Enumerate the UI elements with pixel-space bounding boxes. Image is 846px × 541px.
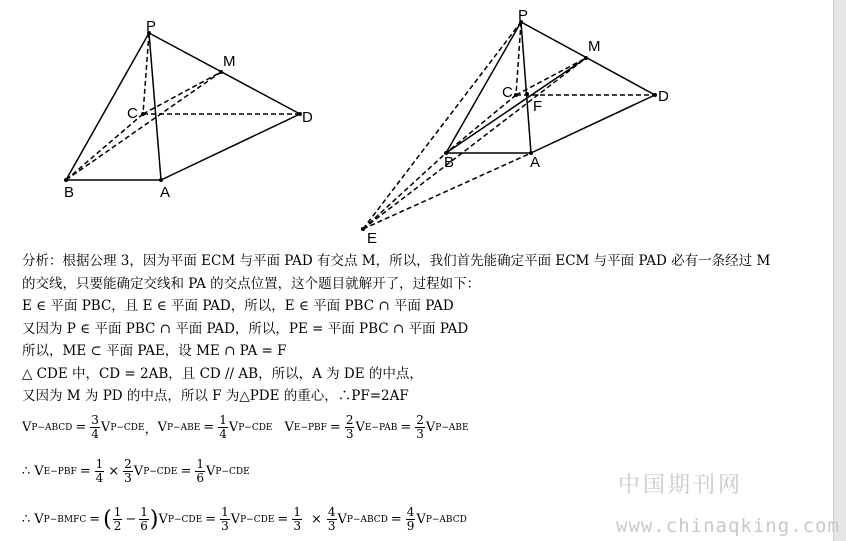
label-p-right: P: [518, 7, 529, 24]
fraction: $\frac{1}{6}$: [140, 505, 148, 533]
formula-3: ∴ V P−BMFC = ( $\frac{1}{2}$ − $\frac{1}{6}$ ) V P−CDE = $\frac{1}{3}$ V P−CDE = $\frac{1}{3}$ × $\frac{4}{3}$ V P−ABCD = $\frac{4}{9}$ V P−ABCD: [22, 505, 467, 533]
fraction: $\frac{1}{6}$: [196, 457, 205, 485]
analysis-line-3: E ∈ 平面 PBC，且 E ∈ 平面 PAD，所以，E ∈ 平面 PBC ∩ 平面 PAD: [22, 298, 454, 314]
label-c-right: C: [502, 84, 513, 101]
fraction: $\frac{4}{9}$: [406, 505, 415, 533]
label-e-right: E: [367, 230, 378, 247]
label-b-left: B: [64, 184, 75, 201]
fraction: $\frac{2}{3}$: [345, 413, 354, 441]
label-d-right: D: [658, 88, 669, 105]
fraction: $\frac{1}{4}$: [95, 457, 104, 485]
fraction: $\frac{1}{4}$: [219, 413, 227, 441]
label-f-right: F: [533, 98, 543, 115]
analysis-line-4: 又因为 P ∈ 平面 PBC ∩ 平面 PAD，所以，PE = 平面 PBC ∩ 平面 PAD: [22, 320, 469, 337]
analysis-line-1: 分析：根据公理 3，因为平面 ECM 与平面 PAD 有交点 M，所以，我们首先能确定平面 ECM 与平面 PAD 必有一条经过 M: [22, 253, 771, 269]
fraction: $\frac{4}{3}$: [327, 505, 336, 533]
fraction: $\frac{1}{3}$: [221, 505, 229, 533]
figure-left: [66, 33, 300, 180]
geometry-figures: [0, 0, 846, 250]
fraction: $\frac{2}{3}$: [124, 457, 132, 485]
fraction: $\frac{1}{3}$: [293, 505, 301, 533]
fraction: $\frac{2}{3}$: [416, 413, 424, 441]
fraction: $\frac{1}{2}$: [113, 505, 122, 533]
label-m-left: M: [223, 53, 236, 70]
figure-right-points: [361, 20, 657, 231]
label-b-right: B: [444, 154, 455, 171]
watermark-url: www.chinaqking.com: [616, 515, 840, 537]
fraction: $\frac{3}{4}$: [91, 413, 99, 441]
label-a-right: A: [530, 154, 541, 171]
label-d-left: D: [302, 109, 313, 126]
label-a-left: A: [160, 184, 171, 201]
figure-left-points: [64, 31, 302, 182]
analysis-text: [22, 250, 792, 408]
figure-right: [363, 22, 655, 229]
analysis-line-7: 又因为 M 为 PD 的中点，所以 F 为△PDE 的重心，∴PF=2AF: [22, 388, 409, 404]
watermark-cn: 中国期刊网: [618, 473, 744, 498]
label-c-left: C: [127, 105, 138, 122]
analysis-line-2: 的交线，只要能确定交线和 PA 的交点位置，这个题目就解开了，过程如下：: [22, 275, 481, 292]
label-m-right: M: [588, 38, 601, 55]
formula-1: V P−ABCD = $\frac{3}{4}$ V P−CDE ， V P−ABE = $\frac{1}{4}$ V P−CDE V E−PBF = $\frac{2}{3}$ V E−PAB = $\frac{2}{3}$ V P−ABE: [22, 413, 469, 441]
formula-2: ∴ V E−PBF = $\frac{1}{4}$ × $\frac{2}{3}$ V P−CDE = $\frac{1}{6}$ V P−CDE: [22, 457, 250, 485]
analysis-line-5: 所以，ME ⊂ 平面 PAE，设 ME ∩ PA = F: [22, 343, 287, 359]
analysis-line-6: △ CDE 中，CD = 2AB，且 CD // AB，所以，A 为 DE 的中点，: [22, 365, 423, 382]
label-p-left: P: [146, 18, 157, 35]
